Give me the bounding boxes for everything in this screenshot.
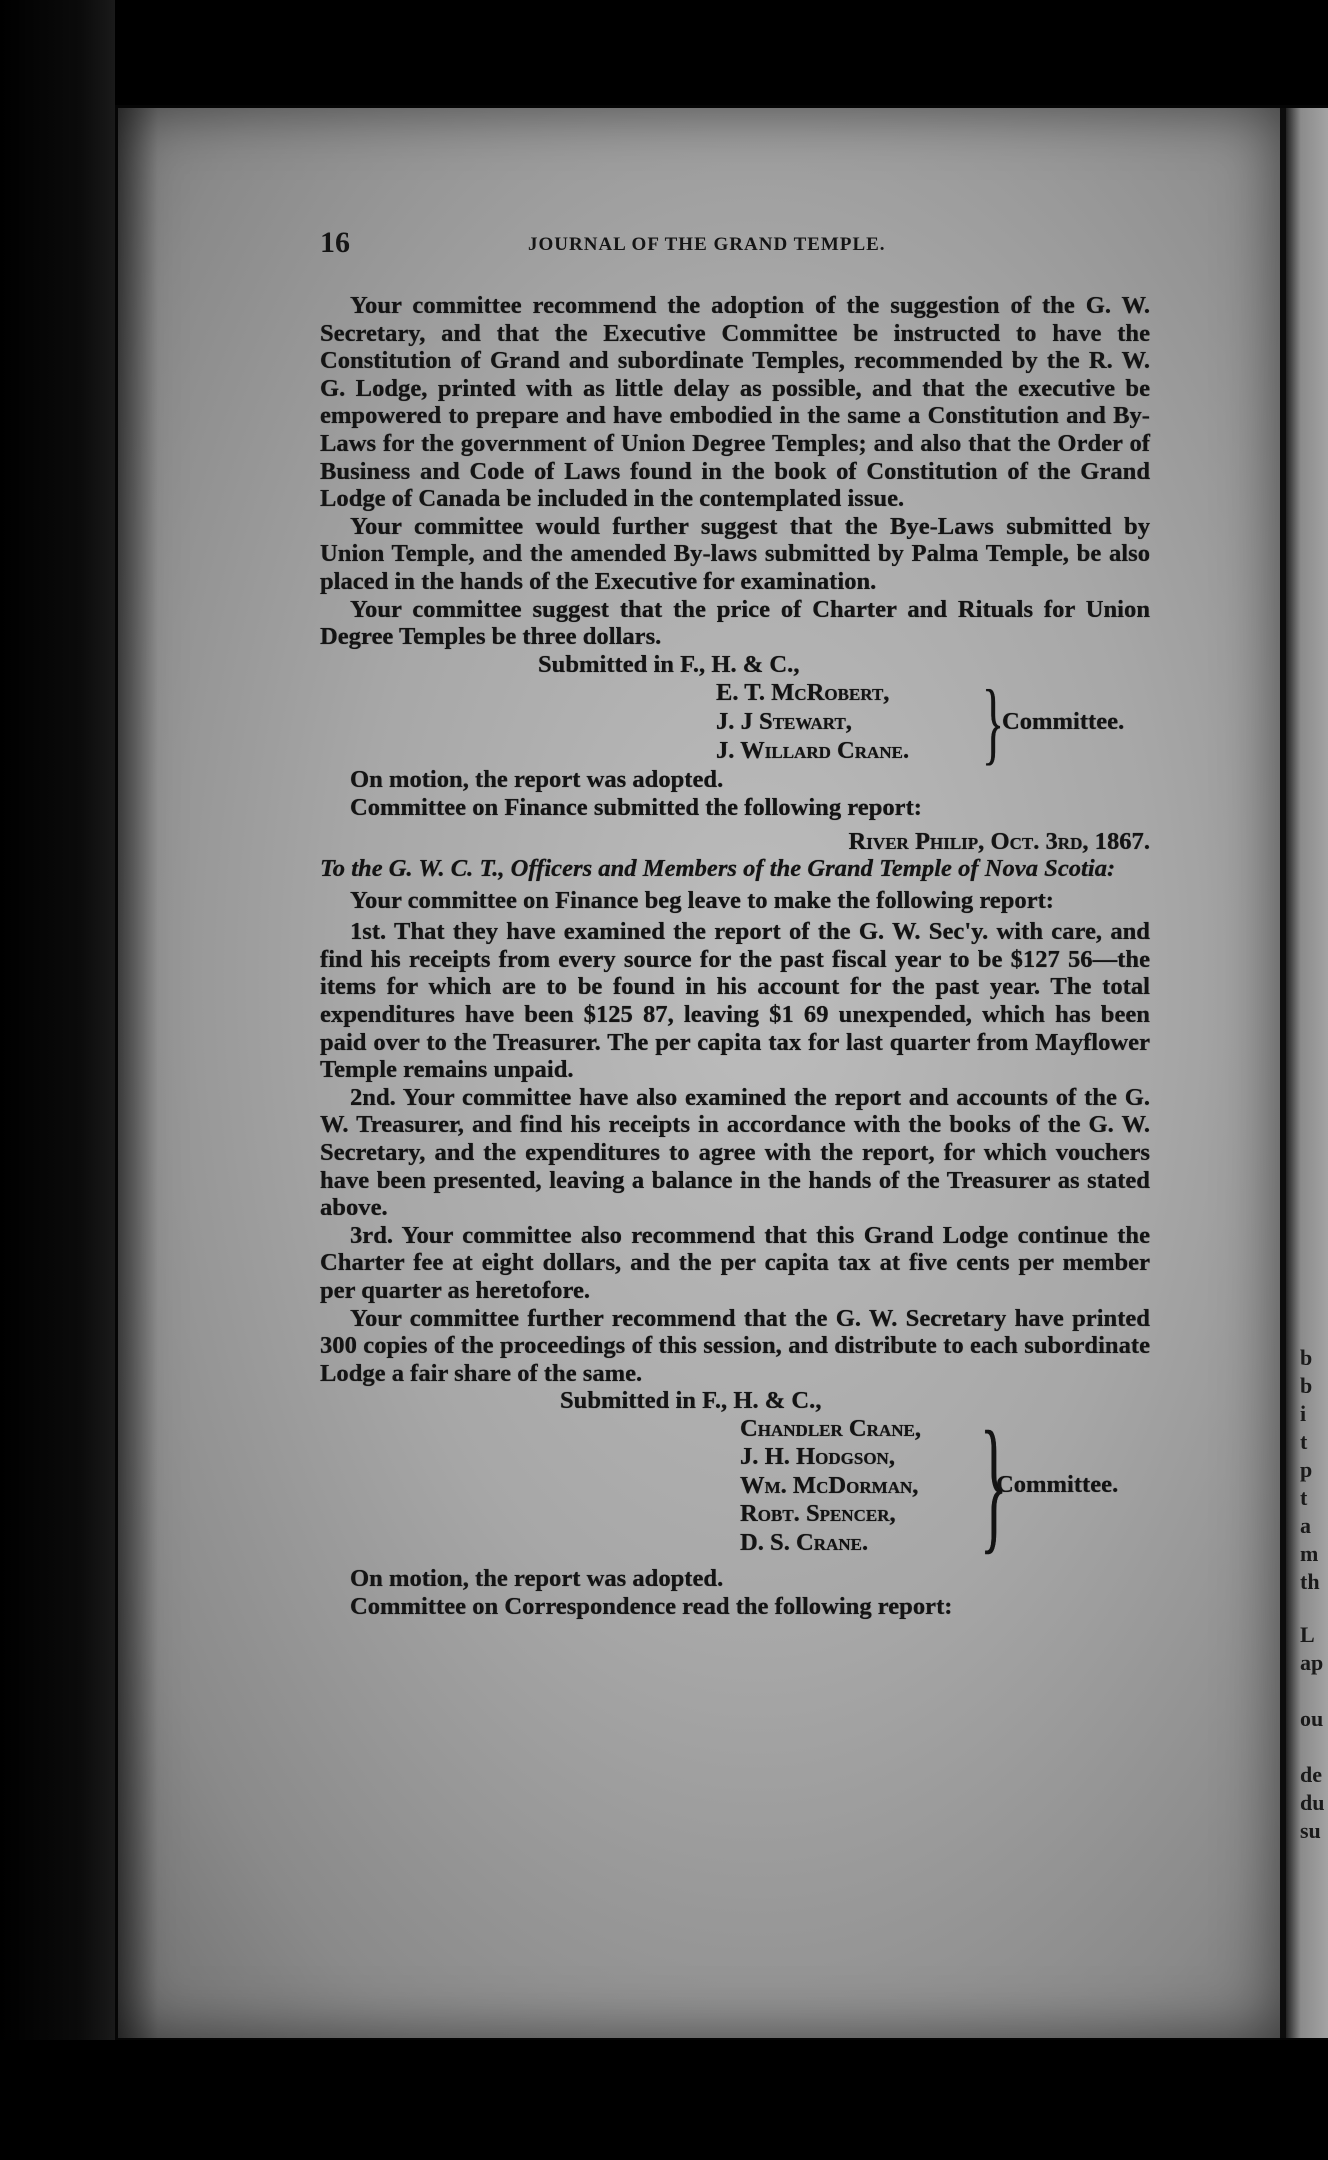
submitted-line: Submitted in F., H. & C., — [538, 650, 800, 678]
committee-label: Committee. — [1002, 708, 1125, 736]
submitted-line: Submitted in F., H. & C., — [560, 1387, 822, 1415]
paragraph-executive-recommendation: Your committee recommend the adoption of the suggestion of the G. W. Secretary, and that the Executive Committee be instructed to have the Constitution of Grand and subordinate Temples, recommended by the R. W. G. Lodge, printed with as little delay as possible, and that the executive be empowered to prepare and have embodied in the same a Constitution and By-Laws for the government of Union Degree Temples; and also that the Order of Business and Code of Laws found in the book of Constitution of the Grand Lodge of Canada be included in the contemplated issue. — [320, 292, 1150, 513]
signatory-name: J. Willard Crane. — [716, 737, 910, 765]
signatory-name: Wm. McDorman, — [740, 1471, 919, 1499]
signatory-name: J. H. Hodgson, — [740, 1443, 895, 1471]
signatory-name: E. T. McRobert, — [716, 679, 890, 707]
paragraph-third-finding: 3rd. Your committee also recommend that this Grand Lodge continue the Charter fee at eight dollars, and the per capita tax at five cents per member per quarter as heretofore. — [320, 1221, 1150, 1304]
facing-page-fragment: a — [1300, 1513, 1311, 1538]
facing-page-fragment: L — [1300, 1622, 1315, 1647]
facing-page-fragment: de — [1300, 1762, 1322, 1787]
page-fold-shadow — [118, 108, 158, 2038]
facing-page-fragment: i — [1300, 1401, 1307, 1426]
brace: } — [982, 671, 1005, 774]
signatory-list — [740, 1415, 1000, 1558]
facing-page-fragment: ou — [1300, 1706, 1324, 1731]
paragraph-first-finding: 1st. That they have examined the report of the G. W. Sec'y. with care, and find his receipts from every source for the past fiscal year to be $127 56—the items for which are to be found in his account for the past year. The total expenditures have been $125 87, leaving $1 69 unexpended, which has been paid over to the Treasurer. The per capita tax for last quarter from Mayflower Temple remains unpaid. — [320, 918, 1150, 1084]
signatory-name: D. S. Crane. — [740, 1528, 869, 1556]
signatory-name: J. J Stewart, — [716, 708, 852, 736]
facing-page-fragment: ap — [1300, 1650, 1324, 1675]
page-number: 16 — [320, 226, 350, 259]
paragraph-printing-recommendation: Your committee further recommend that the G. W. Secretary have printed 300 copies of the proceedings of this session, and distribute to each subordinate Lodge a fair share of the same. — [320, 1304, 1150, 1387]
motion-adopted: On motion, the report was adopted. — [350, 766, 724, 794]
paragraph-bye-laws: Your committee would further suggest that the Bye-Laws submitted by Union Temple, and the amended By-laws submitted by Palma Temple, be also placed in the hands of the Executive for examination. — [320, 512, 1150, 595]
facing-page-fragment: m — [1300, 1541, 1319, 1566]
paragraph-second-finding: 2nd. Your committee have also examined the report and accounts of the G. W. Treasurer, and find his receipts in accordance with the books of the G. W. Secretary, and the expenditures to agree with the report, for which vouchers have been presented, leaving a balance in the hands of the Treasurer as stated above. — [320, 1083, 1150, 1222]
committee-label: Committee. — [996, 1470, 1119, 1498]
scan-border-bottom — [0, 2040, 1328, 2160]
facing-page-fragment: b — [1300, 1345, 1313, 1370]
signatory-name: Robt. Spencer, — [740, 1500, 896, 1528]
motion-adopted: On motion, the report was adopted. — [350, 1564, 724, 1592]
signatory-name: Chandler Crane, — [740, 1414, 921, 1442]
facing-page-fragment: th — [1300, 1569, 1320, 1594]
facing-page-fragment: t — [1300, 1485, 1308, 1510]
running-title: JOURNAL OF THE GRAND TEMPLE. — [528, 234, 886, 255]
facing-page-fragment: su — [1300, 1818, 1321, 1843]
paragraph-finance-report: Your committee on Finance beg leave to make the following report: — [350, 886, 1054, 914]
facing-page-fragment: b — [1300, 1373, 1313, 1398]
page-header — [320, 226, 1150, 258]
scan-border-left — [0, 0, 115, 2160]
salutation: To the G. W. C. T., Officers and Members of the Grand Temple of Nova Scotia: — [320, 855, 1116, 883]
facing-page-fragment: p — [1300, 1457, 1313, 1482]
scan-border-top — [0, 0, 1328, 105]
page-body — [320, 292, 1150, 1620]
signatory-list — [716, 678, 986, 765]
correspondence-intro: Committee on Correspondence read the following report: — [350, 1592, 953, 1620]
brace: } — [980, 1400, 1008, 1567]
finance-intro: Committee on Finance submitted the following report: — [350, 793, 922, 821]
facing-page-fragment: t — [1300, 1429, 1308, 1454]
dateline: River Philip, Oct. 3rd, 1867. — [848, 827, 1150, 855]
paragraph-charter-price: Your committee suggest that the price of Charter and Rituals for Union Degree Temples be three dollars. — [320, 595, 1150, 651]
signature-block-constitution-committee — [320, 671, 1150, 774]
facing-page-fragment: du — [1300, 1790, 1325, 1815]
facing-page-edge — [1286, 108, 1328, 2038]
